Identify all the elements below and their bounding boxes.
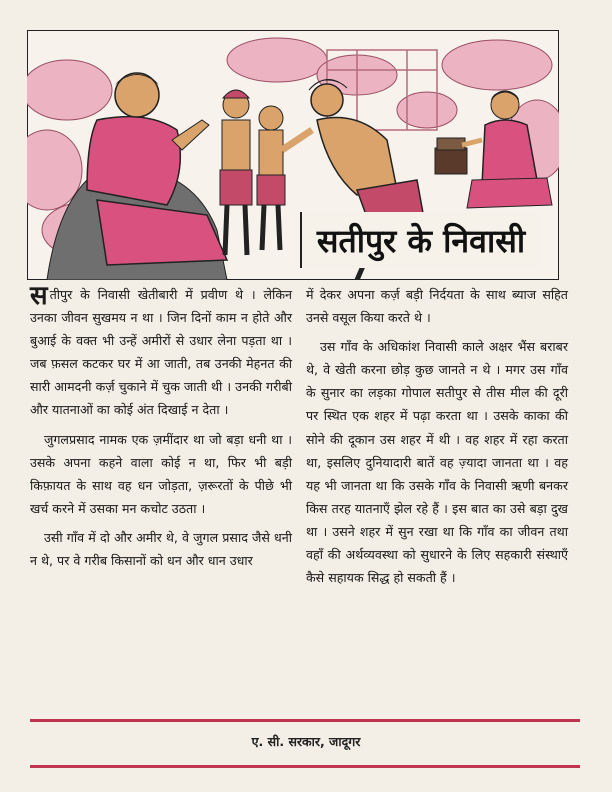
paragraph-1 [30, 283, 292, 422]
title-box [300, 212, 540, 268]
divider-top [30, 719, 580, 722]
paragraph-4: में देकर अपना कर्ज़ बड़ी निर्दयता के साथ ब्याज सहित उनसे वसूल किया करते थे । [306, 287, 568, 326]
paragraph-5: उस गाँव के अधिकांश निवासी काले अक्षर भैंस बराबर थे, वे खेती करना छोड़ कुछ जानते न थे । मगर उस गाँव के सुनार का लड़का गोपाल सतीपुर से तीस मील की दूरी पर स्थित एक शहर में पढ़ा करता था । उसके काका की सोने की दूकान उस शहर में थी । वह शहर में रहा करता था, इसलिए दुनियादारी बातें वह ज़्यादा जानता था । वह यह भी जानता था कि उसके गाँव के निवासी ऋणी बनकर किस तरह यातनाएँ झेल रहे हैं । इस बात का उसे बड़ा दुख था । उसने शहर में सुन रखा था कि गाँव का जीवन तथा वहाँ की अर्थव्यवस्था को सुधारने के लिए सहकारी संस्थाएँ कैसे सहायक सिद्ध हो सकती हैं । [306, 339, 568, 586]
dropcap: स [30, 281, 48, 311]
left-column [30, 283, 292, 578]
story-title: सतीपुर के निवासी [316, 221, 526, 260]
right-column [306, 283, 568, 595]
byline: ए. सी. सरकार, जादूगर [251, 734, 361, 749]
divider-bottom [30, 765, 580, 768]
paragraph-3: उसी गाँव में दो और अमीर थे, वे जुगल प्रसाद जैसे धनी न थे, पर वे गरीब किसानों को धन और धान उधार [30, 529, 292, 569]
paragraph-2: जुगलप्रसाद नामक एक ज़मींदार था जो बड़ा धनी था । उसके अपना कहने वाला कोई न था, फिर भी बड़ी किफ़ायत के साथ वह धन जोड़ता, ज़रूरतों के पीछे भी खर्च करने में उसका मन कचोट उठता । [30, 431, 292, 516]
paragraph-1-text: तीपुर के निवासी खेतीबारी में प्रवीण थे । लेकिन उनका जीवन सुखमय न था । जिन दिनों काम न होते और बुआई के वक्त भी उन्हें अमीरों से उधार लेना पड़ता था । जब फ़सल कटकर घर में आ जाती, तब उनकी मेहनत की सारी आमदनी कर्ज़ चुकाने में चुक जाती थी । उनकी गरीबी और यातनाओं का कोई अंत दिखाई न देता । [30, 287, 292, 418]
